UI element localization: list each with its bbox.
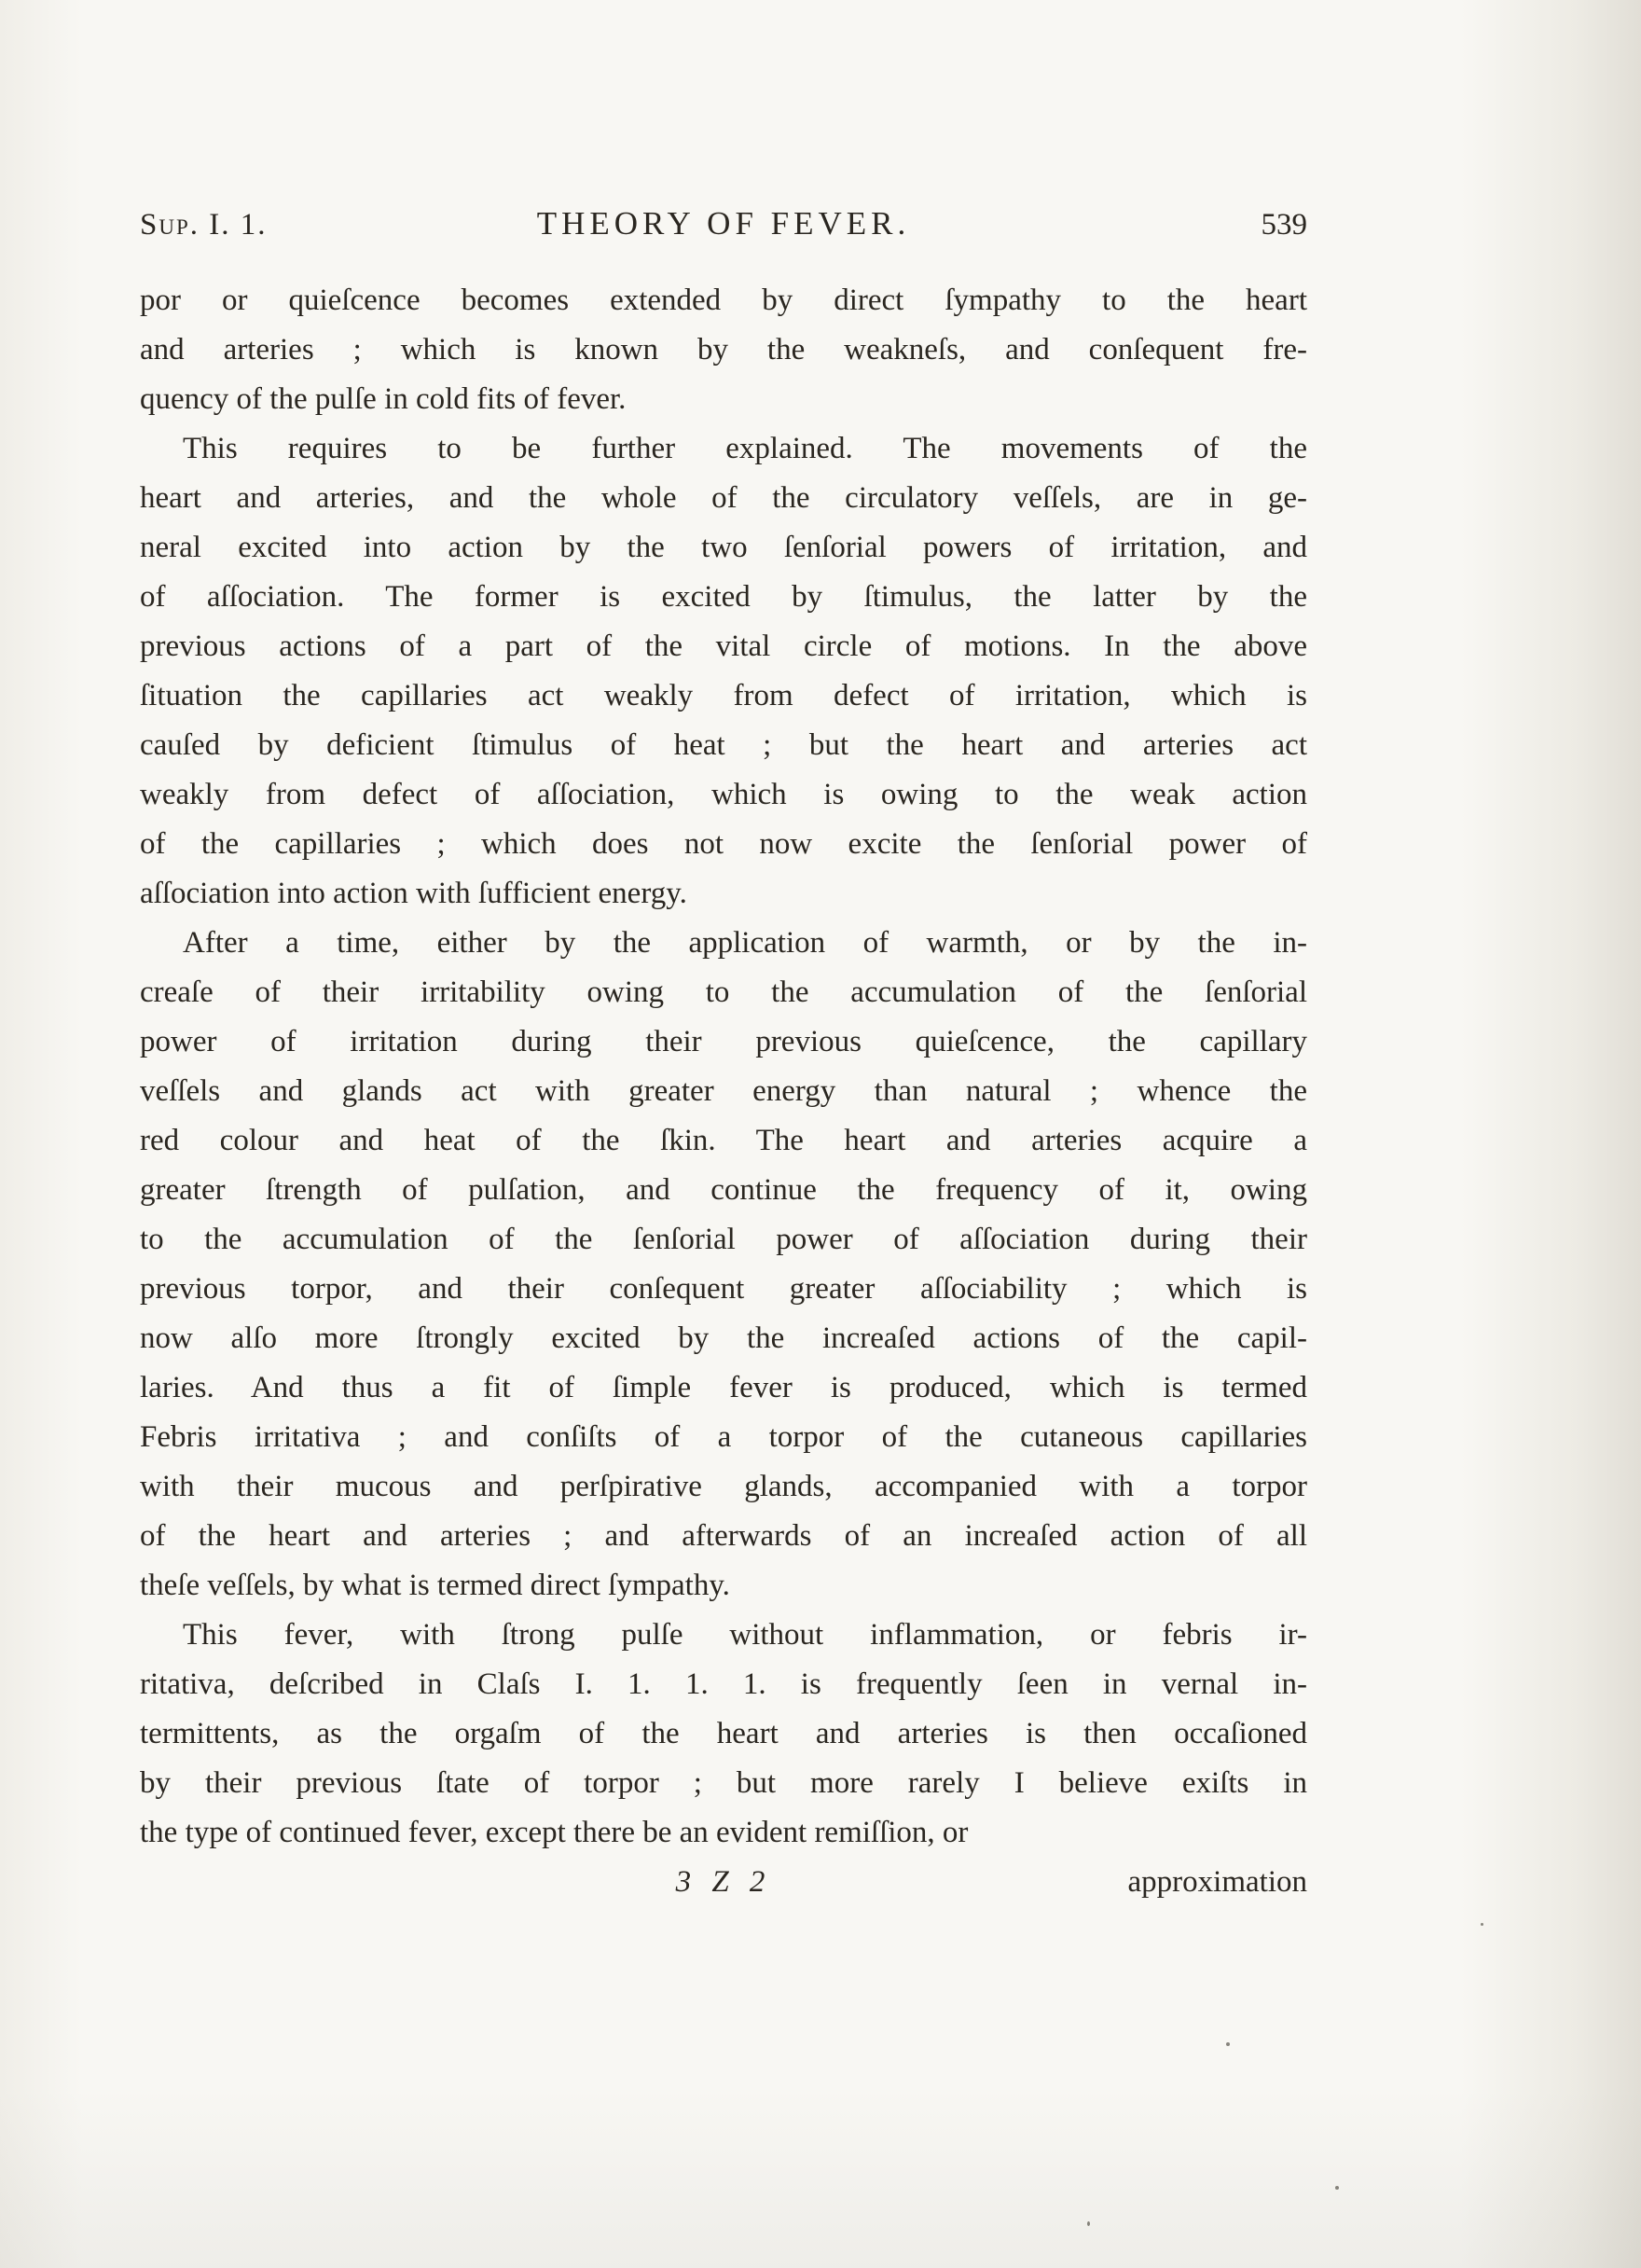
text-line: por or quieſcence becomes extended by direct ſympathy to the heart [140, 284, 1307, 317]
text-line: greater ſtrength of pulſation, and continue the frequency of it, owing [140, 1173, 1307, 1207]
running-title: THEORY OF FEVER. [536, 205, 911, 242]
text-line: of aſſociation. The former is excited by ſtimulus, the latter by the [140, 580, 1307, 614]
page-number: 539 [1261, 208, 1307, 242]
paragraph [140, 919, 1307, 1611]
text-line: creaſe of their irritability owing to the accumulation of the ſenſorial [140, 975, 1307, 1009]
signature-mark: 3 Z 2 [675, 1865, 772, 1899]
text-line: laries. And thus a fit of ſimple fever is produced, which is termed [140, 1371, 1307, 1404]
text-line: ritativa, deſcribed in Claſs I. 1. 1. 1. is frequently ſeen in vernal in- [140, 1667, 1307, 1701]
text-line: weakly from defect of aſſociation, which is owing to the weak action [140, 778, 1307, 811]
text-line: and arteries ; which is known by the weakneſs, and conſequent fre- [140, 333, 1307, 366]
page-content [140, 205, 1307, 1907]
page-header [140, 205, 1307, 242]
text-line: termittents, as the orgaſm of the heart and arteries is then occaſioned [140, 1717, 1307, 1750]
text-line: now alſo more ſtrongly excited by the increaſed actions of the capil- [140, 1321, 1307, 1355]
page-footer [140, 1858, 1307, 1907]
section-label: Sup. I. 1. [140, 208, 268, 242]
text-line: power of irritation during their previous quieſcence, the capillary [140, 1025, 1307, 1058]
text-line: heart and arteries, and the whole of the circulatory veſſels, are in ge- [140, 481, 1307, 515]
text-line: aſſociation into action with ſufficient energy. [140, 877, 687, 910]
text-line: red colour and heat of the ſkin. The heart and arteries acquire a [140, 1124, 1307, 1157]
text-line: the type of continued fever, except there be an evident remiſſion, or [140, 1816, 969, 1849]
text-line: theſe veſſels, by what is termed direct ſympathy. [140, 1569, 730, 1602]
text-line: After a time, either by the application of warmth, or by the in- [183, 926, 1307, 960]
text-line: This requires to be further explained. The movements of the [183, 432, 1307, 465]
scan-speck [1481, 1923, 1483, 1926]
text-line: cauſed by deficient ſtimulus of heat ; but the heart and arteries act [140, 728, 1307, 762]
text-line: veſſels and glands act with greater energy than natural ; whence the [140, 1074, 1307, 1108]
text-line: of the heart and arteries ; and afterwards of an increaſed action of all [140, 1519, 1307, 1553]
text-line: previous torpor, and their conſequent greater aſſociability ; which is [140, 1272, 1307, 1306]
text-line: ſituation the capillaries act weakly from defect of irritation, which is [140, 679, 1307, 712]
page-body [140, 276, 1307, 1858]
scan-speck [1087, 2221, 1090, 2226]
text-line: with their mucous and perſpirative glands, accompanied with a torpor [140, 1470, 1307, 1503]
text-line: previous actions of a part of the vital circle of motions. In the above [140, 629, 1307, 663]
text-line: to the accumulation of the ſenſorial power of aſſociation during their [140, 1223, 1307, 1256]
text-line: quency of the pulſe in cold fits of fever. [140, 382, 627, 416]
catchword: approximation [1127, 1865, 1307, 1899]
paragraph [140, 1611, 1307, 1858]
text-line: This fever, with ſtrong pulſe without inflammation, or febris ir- [183, 1618, 1307, 1652]
paragraph [140, 424, 1307, 919]
text-line: of the capillaries ; which does not now excite the ſenſorial power of [140, 827, 1307, 861]
text-line: neral excited into action by the two ſenſorial powers of irritation, and [140, 531, 1307, 564]
text-line: Febris irritativa ; and conſiſts of a torpor of the cutaneous capillaries [140, 1420, 1307, 1454]
scan-speck [1226, 2042, 1230, 2046]
paragraph [140, 276, 1307, 424]
scan-speck [1335, 2186, 1339, 2190]
text-line: by their previous ſtate of torpor ; but more rarely I believe exiſts in [140, 1766, 1307, 1800]
